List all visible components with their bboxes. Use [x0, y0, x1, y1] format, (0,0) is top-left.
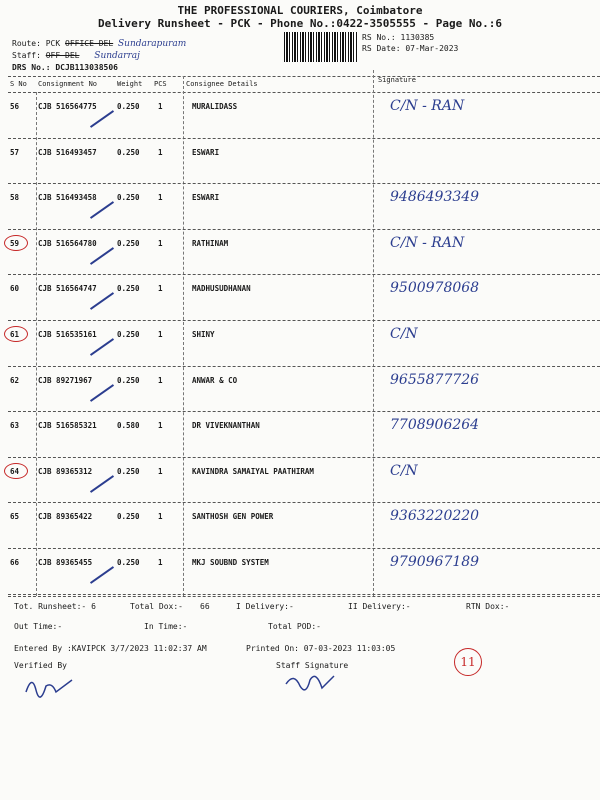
row-signature: C/N: [390, 462, 418, 479]
red-circle-mark: [4, 326, 28, 342]
row-weight: 0.250: [117, 512, 140, 522]
table-row: [0, 459, 600, 505]
row-weight: 0.250: [117, 558, 140, 567]
row-weight: 0.250: [117, 284, 140, 294]
row-sno: 62: [10, 375, 20, 385]
table-row: [0, 504, 600, 550]
row-sno: 64: [10, 466, 20, 476]
row-consignee: ESWARI: [192, 193, 220, 203]
row-pcs: 1: [158, 193, 163, 203]
row-pcs: 1: [158, 284, 163, 294]
printed-on: Printed On: 07-03-2023 11:03:05: [246, 644, 396, 653]
circled-total: 11: [454, 648, 482, 676]
row-weight: 0.250: [117, 466, 140, 476]
runsheet-subtitle: Delivery Runsheet - PCK - Phone No.:0422-3505555 - Page No.:6: [98, 17, 502, 30]
row-pcs: 1: [158, 147, 163, 157]
tick-mark: [90, 201, 114, 219]
row-signature: C/N - RAN: [390, 98, 465, 114]
row-divider: [8, 183, 600, 184]
staff-struck: OFF DEL: [45, 51, 80, 60]
row-consignment-no: CJB 89365422: [38, 512, 93, 522]
route-handwritten: Sundarapuram: [118, 39, 187, 49]
row-divider: [8, 229, 600, 230]
table-header-rule: [8, 92, 600, 93]
table-row: [0, 185, 600, 231]
total-dox-value: 66: [200, 602, 210, 611]
col-consignment-header: Consignment No: [38, 80, 98, 88]
total-dox-label: Total Dox:-: [130, 602, 183, 611]
row-signature: C/N - RAN: [390, 234, 465, 251]
row-sno: 56: [10, 102, 20, 111]
verified-by-label: Verified By: [14, 661, 67, 670]
table-row: [0, 231, 600, 277]
table-row: [0, 322, 600, 368]
row-sno: 61: [10, 330, 20, 339]
table-row: [0, 413, 600, 459]
row-signature: 9363220220: [390, 508, 480, 525]
row-consignee: RATHINAM: [192, 238, 229, 248]
row-pcs: 1: [158, 558, 163, 567]
table-row: [0, 368, 600, 414]
row-pcs: 1: [158, 466, 163, 476]
row-consignment-no: CJB 516535161: [38, 330, 97, 339]
row-divider: [8, 274, 600, 275]
row-consignee: DR VIVEKNANTHAN: [192, 421, 260, 431]
row-weight: 0.250: [117, 330, 140, 339]
tot-runsheet: Tot. Runsheet:- 6: [14, 602, 96, 611]
row-consignee: ESWARI: [192, 147, 220, 157]
tick-mark: [90, 293, 114, 311]
row-divider: [8, 457, 600, 458]
tick-mark: [90, 566, 114, 584]
row-consignment-no: CJB 516564747: [38, 284, 97, 294]
row-consignment-no: CJB 516564775: [38, 102, 97, 111]
row-weight: 0.250: [117, 102, 140, 111]
rs-date: RS Date: 07-Mar-2023: [362, 44, 459, 53]
verified-signature-image: [22, 672, 82, 702]
drs-number: DRS No.: DCJB113038506: [12, 63, 118, 72]
tick-mark: [90, 110, 114, 128]
row-weight: 0.250: [117, 238, 140, 248]
row-pcs: 1: [158, 375, 163, 385]
row-weight: 0.250: [117, 147, 140, 157]
row-divider: [8, 548, 600, 549]
row-consignment-no: CJB 89271967: [38, 375, 93, 385]
row-signature: 7708906264: [390, 417, 480, 434]
col-signature-header: Signature: [378, 76, 416, 84]
row-consignment-no: CJB 516493457: [38, 147, 97, 157]
row-consignee: SHINY: [192, 330, 215, 339]
barcode-image: [284, 32, 358, 62]
table-row: [0, 550, 600, 596]
row-sno: 60: [10, 284, 20, 294]
row-pcs: 1: [158, 512, 163, 522]
table-row: [0, 140, 600, 186]
table-row: [0, 94, 600, 140]
table-row: [0, 276, 600, 322]
row-consignment-no: CJB 516564780: [38, 238, 97, 248]
row-pcs: 1: [158, 330, 163, 339]
row-sno: 63: [10, 421, 20, 431]
tick-mark: [90, 475, 114, 493]
row-consignment-no: CJB 89365312: [38, 466, 93, 476]
rs-number: RS No.: 1130385: [362, 33, 435, 42]
page-title: THE PROFESSIONAL COURIERS, Coimbatore: [177, 4, 423, 17]
row-divider: [8, 411, 600, 412]
row-pcs: 1: [158, 421, 163, 431]
row-consignee: MADHUSUDHANAN: [192, 284, 251, 294]
total-pod: Total POD:-: [268, 622, 321, 631]
col-pcs-header: PCS: [154, 80, 167, 88]
staff-signature-label: Staff Signature: [276, 661, 349, 670]
red-circle-mark: [4, 463, 28, 479]
staff-label: Staff:: [12, 51, 41, 60]
row-signature: 9500978068: [390, 280, 480, 297]
out-time: Out Time:-: [14, 622, 63, 631]
table-bottom-rule: [8, 596, 600, 597]
row-sno: 65: [10, 512, 20, 522]
row-pcs: 1: [158, 238, 163, 248]
row-consignee: SANTHOSH GEN POWER: [192, 512, 274, 522]
route-label: Route: PCK: [12, 39, 61, 48]
row-consignee: ANWAR & CO: [192, 375, 238, 385]
tick-mark: [90, 338, 114, 356]
tick-mark: [90, 247, 114, 265]
row-divider: [8, 594, 600, 595]
row-weight: 0.580: [117, 421, 140, 431]
route-struck: OFFICE DEL: [65, 39, 114, 48]
table-top-rule: [8, 76, 600, 77]
staff-line: [12, 51, 140, 61]
col-sno-header: S No: [10, 80, 27, 88]
row-signature: 9486493349: [390, 189, 480, 206]
row-consignee: KAVINDRA SAMAIYAL PAATHIRAM: [192, 466, 314, 476]
staff-signature-image: [282, 670, 342, 700]
row-signature: 9790967189: [390, 554, 480, 570]
row-signature: C/N: [390, 326, 418, 342]
route-line: [12, 39, 186, 49]
row-sno: 66: [10, 558, 20, 567]
row-consignment-no: CJB 516585321: [38, 421, 97, 431]
row-pcs: 1: [158, 102, 163, 111]
row-consignee: MURALIDASS: [192, 102, 238, 111]
ii-delivery: II Delivery:-: [348, 602, 411, 611]
row-divider: [8, 502, 600, 503]
row-consignment-no: CJB 516493458: [38, 193, 97, 203]
row-weight: 0.250: [117, 193, 140, 203]
staff-handwritten: Sundarraj: [94, 51, 140, 61]
tick-mark: [90, 384, 114, 402]
col-consignee-header: Consignee Details: [186, 80, 258, 88]
in-time: In Time:-: [144, 622, 188, 631]
row-sno: 59: [10, 238, 20, 248]
entered-by: Entered By :KAVIPCK 3/7/2023 11:02:37 AM: [14, 644, 207, 653]
row-signature: 9655877726: [390, 371, 480, 388]
row-sno: 57: [10, 147, 20, 157]
row-divider: [8, 366, 600, 367]
row-divider: [8, 320, 600, 321]
col-weight-header: Weight: [117, 80, 143, 88]
red-circle-mark: [4, 235, 28, 251]
row-sno: 58: [10, 193, 20, 203]
rtn-dox: RTN Dox:-: [466, 602, 510, 611]
row-weight: 0.250: [117, 375, 140, 385]
row-divider: [8, 138, 600, 139]
i-delivery: I Delivery:-: [236, 602, 294, 611]
row-consignment-no: CJB 89365455: [38, 558, 93, 567]
row-consignee: MKJ SOUBND SYSTEM: [192, 558, 269, 567]
